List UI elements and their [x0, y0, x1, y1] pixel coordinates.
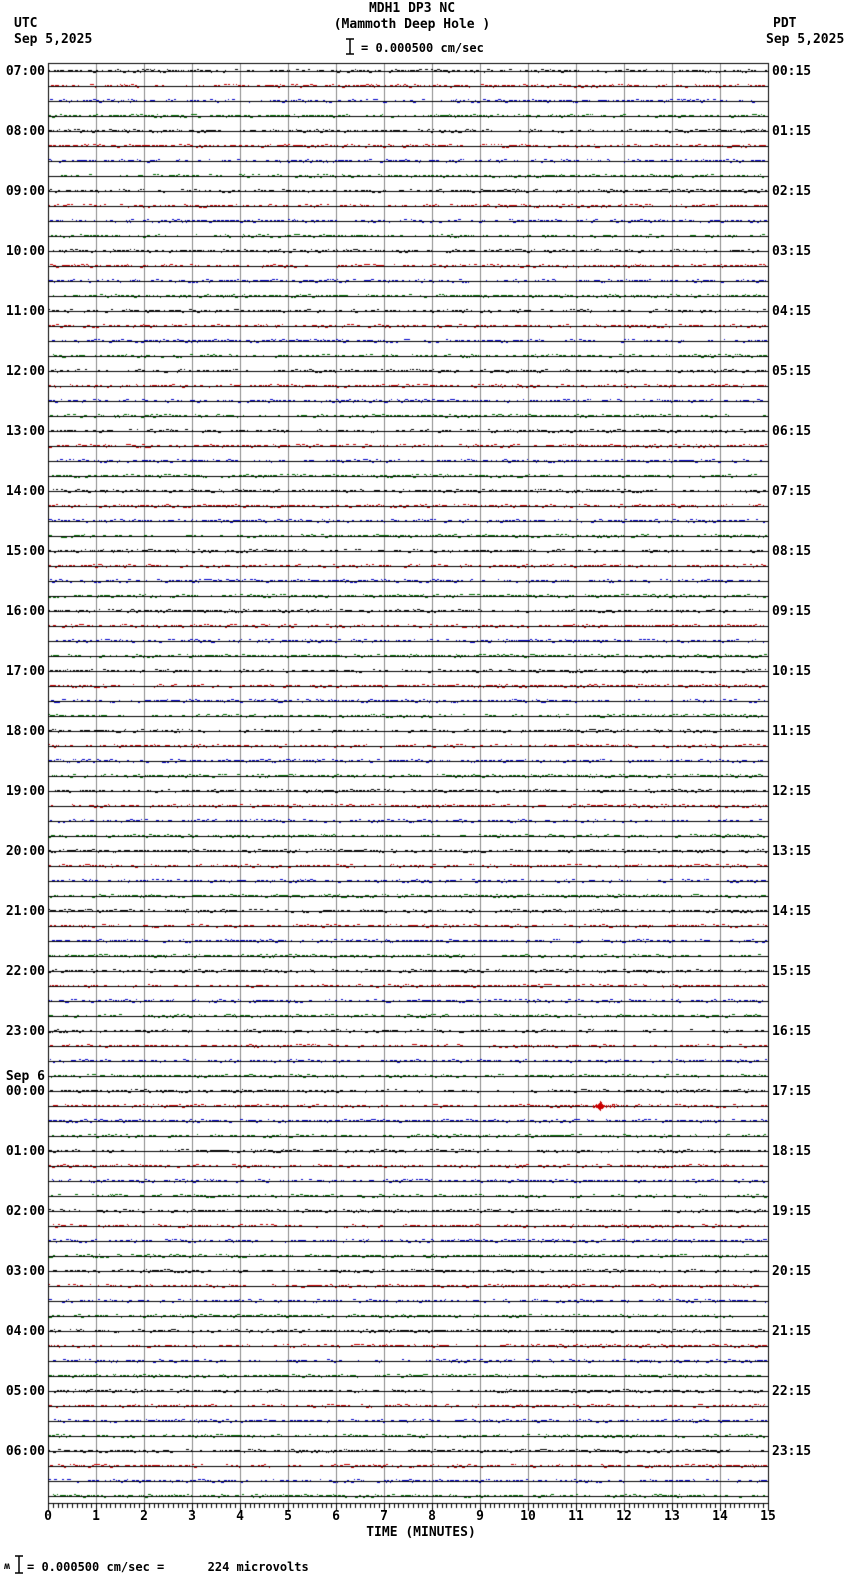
- hour-label-left: 07:00: [5, 64, 45, 79]
- footer-scale-note: = 0.000500 cm/sec = 224 microvolts: [27, 1560, 309, 1574]
- hour-label-right: 06:15: [772, 424, 812, 439]
- x-axis-title: TIME (MINUTES): [366, 1525, 476, 1540]
- hour-label-left: 03:00: [5, 1264, 45, 1279]
- hour-label-right: 01:15: [772, 124, 812, 139]
- x-tick-label: 0: [44, 1509, 52, 1524]
- hour-label-left: 22:00: [5, 964, 45, 979]
- hour-label-left: 00:00: [5, 1084, 45, 1099]
- hour-label-left: 20:00: [5, 844, 45, 859]
- hour-label-right: 11:15: [772, 724, 812, 739]
- x-tick-label: 9: [476, 1509, 484, 1524]
- x-tick-label: 14: [712, 1509, 728, 1524]
- hour-label-left: 23:00: [5, 1024, 45, 1039]
- x-tick-label: 2: [140, 1509, 148, 1524]
- x-tick-label: 11: [568, 1509, 584, 1524]
- hour-label-right: 21:15: [772, 1324, 812, 1339]
- pdt-timezone-label: PDT: [773, 16, 797, 31]
- footer-scale-bar-icon: [14, 1555, 24, 1574]
- x-tick-label: 1: [92, 1509, 100, 1524]
- hour-label-right: 00:15: [772, 64, 812, 79]
- hour-label-right: 12:15: [772, 784, 812, 799]
- hour-label-right: 10:15: [772, 664, 812, 679]
- date-rollover-label: Sep 6: [5, 1069, 45, 1084]
- x-tick-label: 8: [428, 1509, 436, 1524]
- hour-label-left: 16:00: [5, 604, 45, 619]
- hour-label-right: 19:15: [772, 1204, 812, 1219]
- x-tick-label: 5: [284, 1509, 292, 1524]
- hour-label-right: 14:15: [772, 904, 812, 919]
- hour-label-right: 15:15: [772, 964, 812, 979]
- pdt-date-label: Sep 5,2025: [766, 32, 845, 47]
- scale-label: = 0.000500 cm/sec: [361, 41, 484, 55]
- hour-label-right: 23:15: [772, 1444, 812, 1459]
- footer-waveform-glyph: ʍ: [4, 1561, 11, 1572]
- hour-label-right: 07:15: [772, 484, 812, 499]
- hour-label-left: 19:00: [5, 784, 45, 799]
- hour-label-right: 17:15: [772, 1084, 812, 1099]
- x-tick-label: 12: [616, 1509, 632, 1524]
- hour-label-right: 03:15: [772, 244, 812, 259]
- page-title: MDH1 DP3 NC: [368, 1, 456, 16]
- scale-bar-icon: [345, 38, 355, 55]
- hour-label-right: 22:15: [772, 1384, 812, 1399]
- hour-label-right: 08:15: [772, 544, 812, 559]
- page-subtitle: (Mammoth Deep Hole ): [333, 17, 491, 32]
- utc-timezone-label: UTC: [14, 16, 38, 31]
- hour-label-right: 20:15: [772, 1264, 812, 1279]
- hour-label-left: 18:00: [5, 724, 45, 739]
- hour-label-left: 08:00: [5, 124, 45, 139]
- hour-label-left: 13:00: [5, 424, 45, 439]
- hour-label-left: 21:00: [5, 904, 45, 919]
- hour-label-left: 10:00: [5, 244, 45, 259]
- x-tick-label: 7: [380, 1509, 388, 1524]
- hour-label-right: 16:15: [772, 1024, 812, 1039]
- hour-label-left: 06:00: [5, 1444, 45, 1459]
- hour-label-right: 04:15: [772, 304, 812, 319]
- x-tick-label: 4: [236, 1509, 244, 1524]
- x-tick-label: 15: [760, 1509, 776, 1524]
- hour-label-left: 14:00: [5, 484, 45, 499]
- hour-label-left: 12:00: [5, 364, 45, 379]
- x-tick-label: 6: [332, 1509, 340, 1524]
- hour-label-left: 01:00: [5, 1144, 45, 1159]
- hour-label-left: 11:00: [5, 304, 45, 319]
- x-tick-label: 10: [520, 1509, 536, 1524]
- x-tick-label: 13: [664, 1509, 680, 1524]
- x-tick-label: 3: [188, 1509, 196, 1524]
- hour-label-left: 17:00: [5, 664, 45, 679]
- hour-label-right: 05:15: [772, 364, 812, 379]
- hour-label-left: 05:00: [5, 1384, 45, 1399]
- hour-label-right: 13:15: [772, 844, 812, 859]
- hour-label-right: 09:15: [772, 604, 812, 619]
- hour-label-left: 02:00: [5, 1204, 45, 1219]
- hour-label-left: 15:00: [5, 544, 45, 559]
- hour-label-left: 09:00: [5, 184, 45, 199]
- utc-date-label: Sep 5,2025: [14, 32, 93, 47]
- hour-label-left: 04:00: [5, 1324, 45, 1339]
- hour-label-right: 02:15: [772, 184, 812, 199]
- hour-label-right: 18:15: [772, 1144, 812, 1159]
